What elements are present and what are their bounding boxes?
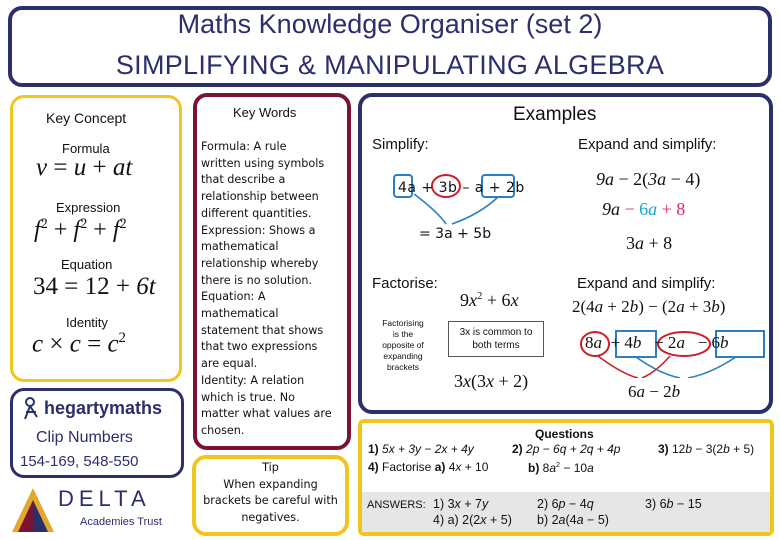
factorising-note-line: is the	[392, 329, 414, 339]
answer-4a: 4) a) 2(2x + 5)	[433, 513, 512, 527]
page-subtitle: SIMPLIFYING & MANIPULATING ALGEBRA	[115, 50, 665, 80]
simplify-result: = 3a + 5b	[419, 226, 492, 242]
clip-numbers: 154-169, 548-550	[20, 453, 139, 470]
key-words-line: mathematical	[201, 307, 279, 321]
factorise-answer: 3x(3x + 2)	[454, 371, 529, 391]
identity-label: Identity	[66, 315, 108, 330]
expand-simplify-label-1: Expand and simplify:	[578, 136, 717, 153]
factorising-note-line: brackets	[386, 362, 420, 372]
key-words-line: that describe a	[201, 173, 286, 187]
tip-line: brackets be careful with	[203, 494, 338, 508]
factorise-question: $9x^2 + 6x$	[460, 290, 519, 310]
key-words-line: matter what values are	[201, 407, 332, 421]
question-3: 3) 12b − 3(2b + 5)	[658, 442, 755, 456]
expand-simplify-label-2: Expand and simplify:	[577, 275, 716, 292]
expand-question-1: 9a − 2(3a − 4)	[596, 169, 701, 189]
expression-label: Expression	[56, 200, 121, 215]
key-words-line: relationship between	[201, 190, 319, 204]
examples-heading: Examples	[513, 104, 597, 125]
question-4b: b) $8a^2 - 10a$	[528, 460, 594, 475]
answer-3: 3) 6b − 15	[645, 497, 702, 511]
key-words-line: chosen.	[201, 423, 245, 437]
answer-2: 2) 6p − 4q	[537, 497, 594, 511]
factorise-label: Factorise:	[372, 275, 438, 292]
expand-answer-2: 6a − 2b	[628, 382, 681, 401]
expression-example: $f^2 + f^2 + f^2$	[34, 216, 127, 243]
key-words-line: mathematical	[201, 240, 279, 254]
key-words-line: different quantities.	[201, 206, 312, 220]
simplify-question: 4a + 3b – a + 2b	[398, 180, 525, 196]
hegarty-logo-text: hegartymaths	[44, 398, 163, 418]
page-title: Maths Knowledge Organiser (set 2)	[177, 9, 603, 39]
delta-logo-icon	[10, 484, 56, 534]
tip-text	[196, 460, 345, 527]
expand-step-1: 9a − 6a + 8	[602, 199, 686, 219]
key-words-line: relationship whereby	[201, 256, 319, 270]
expand-question-2: 2(4a + 2b) − (2a + 3b)	[572, 297, 726, 316]
delta-logo-subtitle: Academies Trust	[80, 516, 162, 528]
key-words-line: that two expressions	[201, 340, 318, 354]
expand-answer-1: 3a + 8	[626, 233, 673, 253]
factorising-note	[374, 318, 432, 373]
key-words-line: statement that shows	[201, 323, 324, 337]
key-words-line: Identity: A relation	[201, 373, 305, 387]
delta-logo-name: DELTA	[58, 486, 151, 511]
key-words-line: Equation: A	[201, 290, 266, 304]
tip-line: negatives.	[241, 511, 300, 525]
key-words-line: are equal.	[201, 357, 258, 371]
key-words-heading: Key Words	[233, 105, 297, 120]
identity-example: $c \times c = c^2$	[32, 330, 127, 358]
question-2: 2) 2p − 6q + 2q + 4p	[512, 442, 621, 456]
formula-example: v = u + at	[36, 154, 133, 181]
question-1: 1) 5x + 3y − 2x + 4y	[368, 442, 474, 456]
clip-numbers-label: Clip Numbers	[36, 429, 133, 446]
key-words-line: there is no solution.	[201, 273, 312, 287]
simplify-label: Simplify:	[372, 136, 429, 153]
question-4: 4) Factorise a) 4x + 10	[368, 460, 489, 474]
key-concept-heading: Key Concept	[46, 110, 127, 126]
formula-label: Formula	[62, 141, 110, 156]
key-words-line: which is true. No	[201, 390, 295, 404]
key-words-line: written using symbols	[201, 156, 325, 170]
tip-line: When expanding	[223, 477, 318, 491]
hegarty-logo-icon	[22, 397, 42, 421]
factorising-note-line: Factorising	[382, 318, 424, 328]
equation-label: Equation	[61, 257, 113, 272]
tip-heading: Tip	[262, 461, 279, 474]
answer-1: 1) 3x + 7y	[433, 497, 489, 511]
key-words-definitions	[201, 139, 347, 440]
factorising-note-line: expanding	[383, 351, 423, 361]
answer-4b: b) 2a(4a − 5)	[537, 513, 609, 527]
key-words-line: Expression: Shows a	[201, 223, 316, 237]
expand-step-2: 8a + 4b − 2a − 6b	[585, 333, 729, 352]
equation-example: 34 = 12 + 6t	[33, 273, 156, 300]
common-factor-note: 3x is common to both terms	[448, 321, 544, 357]
questions-heading: Questions	[535, 427, 594, 441]
factorising-note-line: opposite of	[382, 340, 424, 350]
key-words-line: Formula: A rule	[201, 140, 287, 153]
answers-label: ANSWERS:	[367, 499, 426, 511]
